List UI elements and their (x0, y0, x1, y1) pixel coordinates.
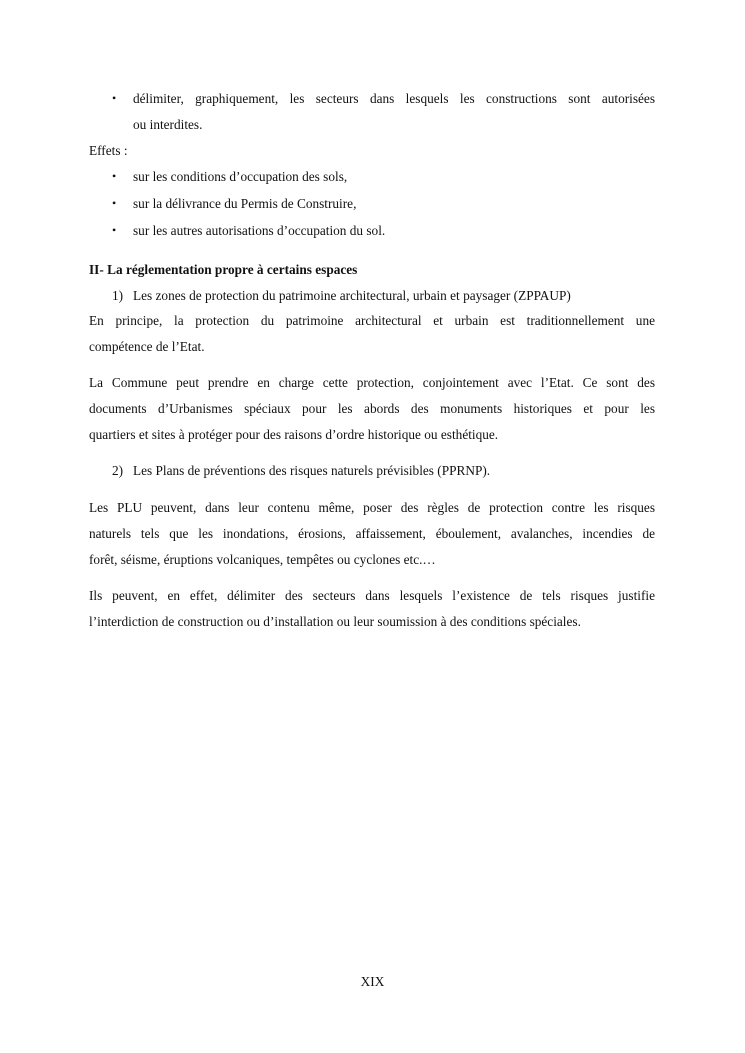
paragraph-line: compétence de l’Etat. (89, 339, 205, 354)
effets-label: Effets : (89, 143, 128, 158)
bullet-marker: • (112, 196, 117, 210)
paragraph-line: La Commune peut prendre en charge cette protection, conjointement avec l’Etat. Ce sont des (89, 375, 655, 390)
item-title: Les Plans de préventions des risques naturels prévisibles (PPRNP). (133, 463, 491, 478)
paragraph-line: Ils peuvent, en effet, délimiter des secteurs dans lesquels l’existence de tels risques justifie (89, 588, 655, 603)
effets-item: sur les autres autorisations d’occupation du sol. (133, 223, 386, 238)
effets-item: sur les conditions d’occupation des sols, (133, 169, 348, 184)
paragraph-line: Les PLU peuvent, dans leur contenu même, poser des règles de protection contre les risques (89, 500, 655, 515)
paragraph-line: naturels tels que les inondations, érosions, affaissement, éboulement, avalanches, incendies de (89, 526, 655, 541)
bullet-marker: • (112, 91, 117, 105)
bullet-marker: • (112, 223, 117, 237)
item-number: 1) (112, 288, 124, 303)
effets-item: sur la délivrance du Permis de Construire, (133, 196, 357, 211)
paragraph-line: documents d’Urbanismes spéciaux pour les abords des monuments historiques et pour les (89, 401, 655, 416)
intro-bullet-line-2: ou interdites. (133, 117, 203, 132)
paragraph-line: quartiers et sites à protéger pour des raisons d’ordre historique ou esthétique. (89, 427, 499, 442)
bullet-marker: • (112, 169, 117, 183)
section-heading: II- La réglementation propre à certains espaces (89, 262, 358, 277)
item-title: Les zones de protection du patrimoine architectural, urbain et paysager (ZPPAUP) (133, 288, 571, 303)
paragraph-line: En principe, la protection du patrimoine architectural et urbain est traditionnellement une (89, 313, 655, 328)
item-number: 2) (112, 463, 124, 478)
paragraph-line: l’interdiction de construction ou d’installation ou leur soumission à des conditions spéciales. (89, 614, 581, 629)
paragraph-line: forêt, séisme, éruptions volcaniques, tempêtes ou cyclones etc.… (89, 552, 436, 567)
page-number: XIX (360, 974, 385, 989)
intro-bullet-line-1: délimiter, graphiquement, les secteurs dans lesquels les constructions sont autorisées (133, 91, 655, 106)
